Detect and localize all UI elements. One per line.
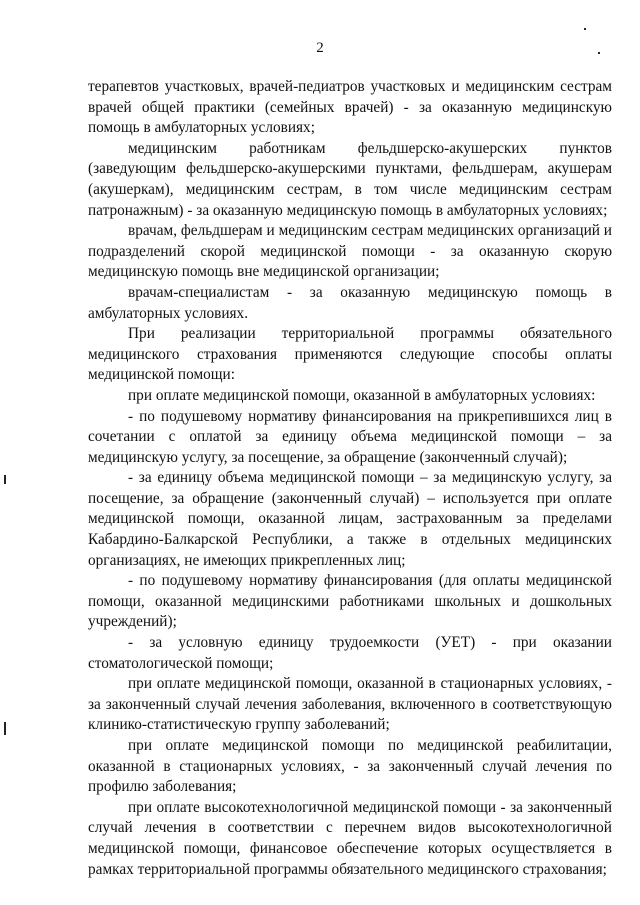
paragraph: терапевтов участковых, врачей-педиатров участковых и медицинским сестрам врачей общей практики (семейных врачей) - за оказанную медицинскую помощь в амбулаторных условиях; (88, 78, 612, 137)
paragraph: при оплате медицинской помощи, оказанной в амбулаторных условиях: (128, 386, 596, 404)
paragraph: врачам-специалистам - за оказанную медицинскую помощь в амбулаторных условиях. (88, 283, 612, 322)
paragraph: при оплате медицинской помощи, оказанной в стационарных условиях, - за законченный случай лечения заболевания, включенного в соответствующую клинико-статистическую группу заболеваний; (88, 675, 612, 734)
paragraph: - по подушевому нормативу финансирования на прикрепившихся лиц в сочетании с оплатой за единицу объема медицинской помощи – за медицинскую услугу, за посещение, за обращение (законченный случай); (88, 407, 612, 466)
scan-speck (584, 28, 586, 30)
page-number: 2 (316, 40, 324, 56)
paragraph: При реализации территориальной программы обязательного медицинского страхования применяются следующие способы оплаты медицинской помощи: (88, 325, 612, 384)
paragraph: медицинским работникам фельдшерско-акушерских пунктов (заведующим фельдшерско-акушерскими пунктами, фельдшерам, акушерам (акушеркам), медицинским сестрам, в том числе медицинским сестрам патронажным) - за оказанную медицинскую помощь в амбулаторных условиях; (88, 139, 612, 219)
document-body (88, 77, 612, 880)
paragraph: врачам, фельдшерам и медицинским сестрам медицинских организаций и подразделений скорой медицинской помощи - за оказанную скорую медицинскую помощь вне медицинской организации; (88, 222, 612, 281)
scan-edge-mark (4, 722, 6, 735)
scan-edge-mark (4, 475, 6, 484)
paragraph: - за единицу объема медицинской помощи – за медицинскую услугу, за посещение, за обращение (законченный случай) – используется при оплате медицинской помощи, оказанной лицам, застрахованным за пределами Кабардино-Балкарской Республики, а также в отдельных медицинских организациях, не имеющих прикрепленных лиц; (88, 469, 612, 569)
paragraph: - по подушевому нормативу финансирования (для оплаты медицинской помощи, оказанной медицинскими работниками школьных и дошкольных учреждений); (88, 572, 612, 631)
scan-speck (598, 52, 600, 54)
paragraph: при оплате высокотехнологичной медицинской помощи - за законченный случай лечения в соответствии с перечнем видов высокотехнологичной медицинской помощи, финансовое обеспечение которых осуществляется в рамках территориальной программы обязательного медицинского страхования; (88, 798, 612, 878)
paragraph: при оплате медицинской помощи по медицинской реабилитации, оказанной в стационарных условиях, - за законченный случай лечения по профилю заболевания; (88, 737, 612, 796)
paragraph: - за условную единицу трудоемкости (УЕТ) - при оказании стоматологической помощи; (88, 634, 612, 672)
